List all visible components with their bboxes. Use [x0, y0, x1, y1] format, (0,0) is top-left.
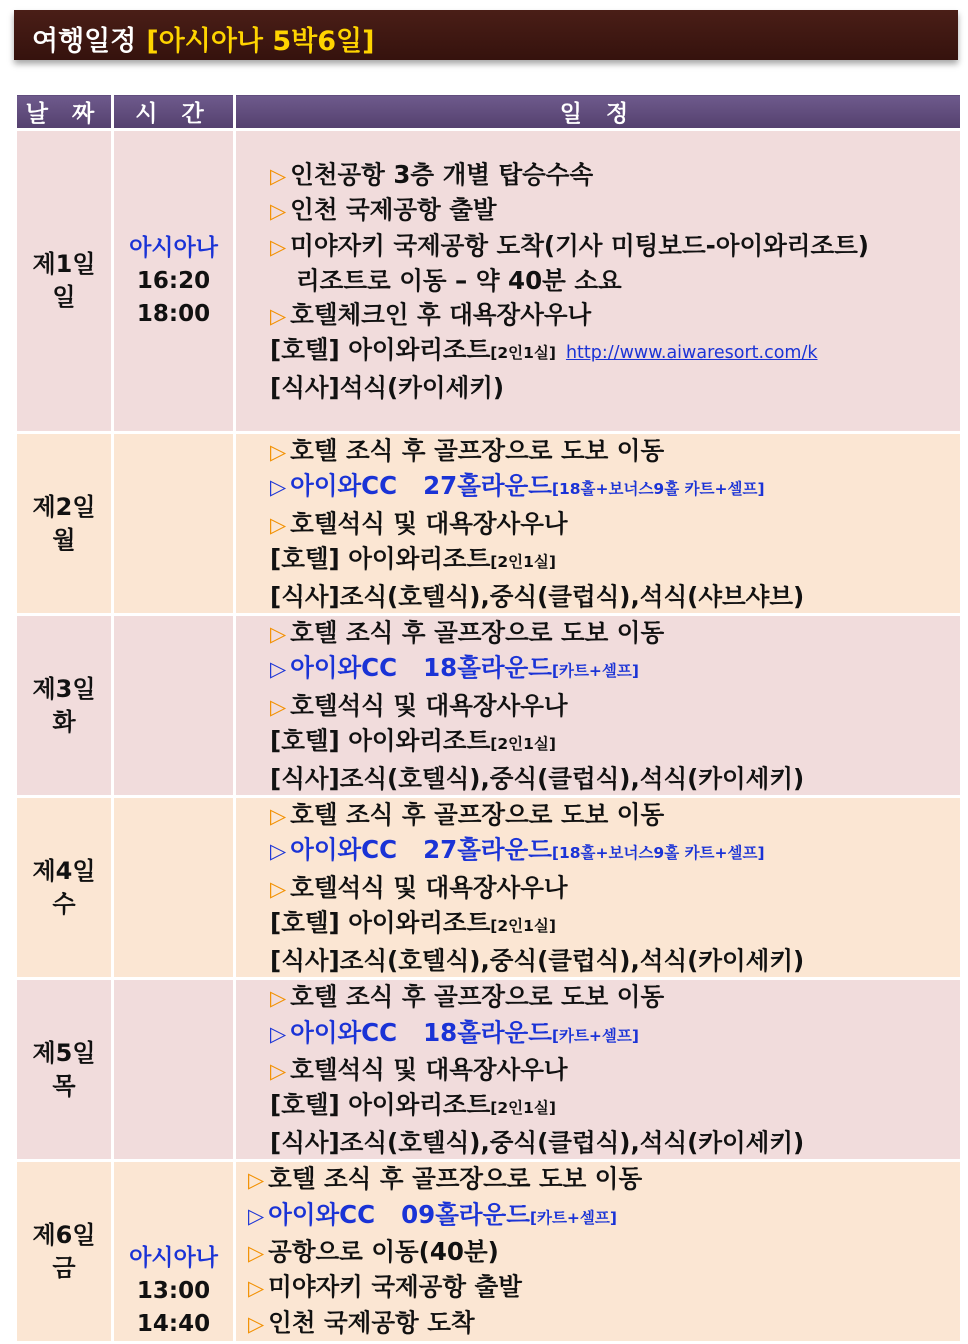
time-cell [113, 797, 235, 979]
schedule-item: ▷ 미야자키 국제공항 도착(기사 미팅보드-아이와리조트) [270, 230, 869, 260]
time-cell [113, 1161, 235, 1343]
time-cell [113, 615, 235, 797]
time-cell [113, 979, 235, 1161]
schedule-item-continued: 리조트로 이동 – 약 40분 소요 [296, 266, 622, 296]
header-schedule: 일 정 [235, 94, 962, 130]
meal-line: [식사]조식(호텔식),중식(클럽식),석식(카이세키) [270, 945, 805, 975]
room-note: [2인1실] [490, 1099, 556, 1118]
airline-label: 아시아나 [129, 1245, 218, 1272]
day-cell [16, 979, 113, 1161]
weekday-label: 금 [52, 1253, 76, 1282]
triangle-arrow-icon: ▷ [270, 199, 287, 224]
triangle-arrow-icon: ▷ [270, 694, 287, 719]
title-highlight: [아시아나 5박6일] [146, 26, 375, 57]
header-time: 시 간 [113, 94, 235, 130]
weekday-label: 월 [52, 525, 76, 554]
time-value: 16:20 [136, 267, 211, 294]
triangle-arrow-icon: ▷ [270, 622, 287, 647]
triangle-arrow-icon: ▷ [270, 234, 287, 259]
schedule-item: ▷ 호텔체크인 후 대욕장사우나 [270, 299, 592, 329]
meal-line: [식사]조식(호텔식),중식(클럽식),석식(카이세키) [270, 1127, 805, 1157]
day-row-1 [16, 130, 962, 433]
weekday-label: 수 [52, 889, 76, 918]
triangle-arrow-icon: ▷ [248, 1276, 265, 1301]
day-row-6 [16, 1161, 962, 1343]
table-header-row [16, 94, 962, 130]
golf-round-line: ▷ 아이와CC 09홀라운드[카트+셀프] [248, 1199, 617, 1229]
meal-line: [식사]석식(카이세키) [270, 372, 505, 402]
schedule-table [14, 92, 963, 1344]
schedule-item: ▷ 호텔 조식 후 골프장으로 도보 이동 [248, 1164, 643, 1194]
triangle-arrow-icon: ▷ [270, 986, 287, 1011]
golf-round-line: ▷ 아이와CC 18홀라운드[카트+셀프] [270, 1017, 639, 1047]
day-label: 제3일 [32, 674, 96, 703]
hotel-line: [호텔] 아이와리조트[2인1실] [270, 1090, 556, 1120]
day-cell [16, 130, 113, 433]
day-row-4 [16, 797, 962, 979]
hotel-line: [호텔] 아이와리조트[2인1실] [270, 908, 556, 938]
time-cell [113, 130, 235, 433]
time-value: 18:00 [136, 300, 211, 327]
room-note: [2인1실] [490, 553, 556, 572]
schedule-cell [235, 130, 962, 433]
page-title [32, 19, 374, 58]
day-cell [16, 1161, 113, 1343]
day-cell [16, 797, 113, 979]
weekday-label: 목 [52, 1071, 76, 1100]
triangle-arrow-icon: ▷ [270, 440, 287, 464]
day-label: 제5일 [32, 1038, 96, 1067]
schedule-item: ▷ 호텔석식 및 대욕장사우나 [270, 690, 568, 720]
meal-line: [식사]조식(호텔식),중식(클럽식),석식(카이세키) [270, 763, 805, 793]
triangle-arrow-icon: ▷ [270, 303, 287, 328]
schedule-item: ▷ 인천 국제공항 출발 [270, 195, 497, 225]
schedule-item: ▷ 호텔석식 및 대욕장사우나 [270, 1054, 568, 1084]
day-label: 제4일 [32, 856, 96, 885]
triangle-arrow-icon: ▷ [270, 657, 287, 682]
weekday-label: 일 [52, 283, 76, 311]
triangle-arrow-icon: ▷ [270, 1021, 287, 1046]
room-note: [2인1실] [490, 917, 556, 936]
schedule-item: ▷ 인천공항 3층 개별 탑승수속 [270, 160, 594, 190]
hotel-line: [호텔] 아이와리조트[2인1실] [270, 726, 556, 756]
triangle-arrow-icon: ▷ [270, 804, 287, 829]
schedule-cell [235, 797, 962, 979]
triangle-arrow-icon: ▷ [270, 475, 287, 500]
title-prefix: 여행일정 [32, 26, 137, 57]
schedule-item: ▷ 공항으로 이동(40분) [248, 1236, 499, 1266]
title-bar [14, 10, 958, 60]
day-label: 제1일 [32, 250, 96, 278]
day-label: 제2일 [32, 492, 96, 521]
golf-round-line: ▷ 아이와CC 27홀라운드[18홀+보너스9홀 카트+셀프] [270, 835, 765, 865]
schedule-cell [235, 433, 962, 615]
time-cell [113, 433, 235, 615]
triangle-arrow-icon: ▷ [248, 1240, 265, 1265]
triangle-arrow-icon: ▷ [248, 1311, 265, 1336]
airline-label: 아시아나 [129, 234, 218, 261]
schedule-item: ▷ 미야자키 국제공항 출발 [248, 1272, 522, 1302]
time-value: 13:00 [136, 1278, 211, 1305]
meal-line: [식사]조식(호텔식),중식(클럽식),석식(샤브샤브) [270, 581, 805, 611]
triangle-arrow-icon: ▷ [270, 1058, 287, 1083]
day-cell [16, 433, 113, 615]
schedule-item: ▷ 인천 국제공항 도착 [248, 1307, 475, 1337]
room-note: [2인1실] [490, 344, 556, 363]
room-note: [2인1실] [490, 735, 556, 754]
triangle-arrow-icon: ▷ [270, 164, 287, 189]
golf-round-line: ▷ 아이와CC 18홀라운드[카트+셀프] [270, 653, 639, 683]
schedule-item: ▷ 호텔 조식 후 골프장으로 도보 이동 [270, 800, 665, 830]
golf-note: [18홀+보너스9홀 카트+셀프] [551, 844, 765, 863]
header-date: 날 짜 [16, 94, 113, 130]
weekday-label: 화 [52, 707, 76, 736]
golf-note: [18홀+보너스9홀 카트+셀프] [551, 480, 765, 499]
schedule-item: ▷ 호텔 조식 후 골프장으로 도보 이동 [270, 982, 665, 1012]
schedule-item: ▷ 호텔 조식 후 골프장으로 도보 이동 [270, 618, 665, 648]
schedule-cell [235, 615, 962, 797]
schedule-item: ▷ 호텔 조식 후 골프장으로 도보 이동 [270, 436, 665, 465]
schedule-item: ▷ 호텔석식 및 대욕장사우나 [270, 872, 568, 902]
golf-note: [카트+셀프] [551, 662, 639, 681]
day-cell [16, 615, 113, 797]
triangle-arrow-icon: ▷ [270, 876, 287, 901]
triangle-arrow-icon: ▷ [248, 1168, 265, 1193]
time-value: 14:40 [136, 1311, 211, 1338]
triangle-arrow-icon: ▷ [248, 1203, 265, 1228]
triangle-arrow-icon: ▷ [270, 512, 287, 537]
golf-round-line: ▷ 아이와CC 27홀라운드[18홀+보너스9홀 카트+셀프] [270, 471, 765, 501]
resort-link[interactable]: http://www.aiwaresort.com/k [565, 343, 818, 364]
hotel-line: [호텔] 아이와리조트[2인1실] http://www.aiwaresort.com/k [270, 335, 818, 365]
golf-note: [카트+셀프] [529, 1208, 617, 1227]
hotel-line: [호텔] 아이와리조트[2인1실] [270, 544, 556, 574]
day-row-3 [16, 615, 962, 797]
schedule-cell [235, 1161, 962, 1343]
day-label: 제6일 [32, 1220, 96, 1249]
day-row-5 [16, 979, 962, 1161]
schedule-cell [235, 979, 962, 1161]
triangle-arrow-icon: ▷ [270, 839, 287, 864]
day-row-2 [16, 433, 962, 615]
schedule-item: ▷ 호텔석식 및 대욕장사우나 [270, 508, 568, 538]
golf-note: [카트+셀프] [551, 1026, 639, 1045]
